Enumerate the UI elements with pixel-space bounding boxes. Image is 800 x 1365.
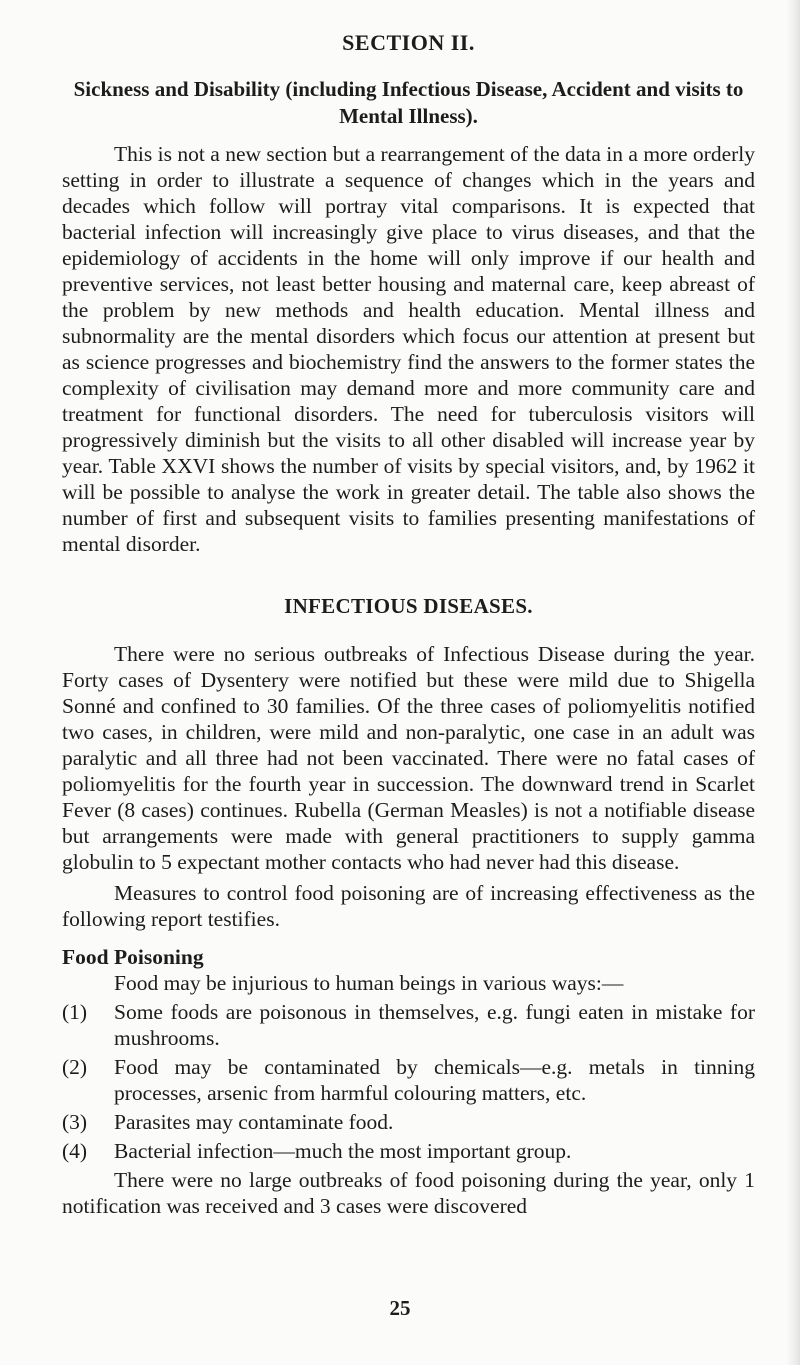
food-poisoning-heading: Food Poisoning xyxy=(62,945,204,969)
list-item xyxy=(62,1054,755,1106)
list-item xyxy=(62,1138,755,1164)
food-poisoning-closing: There were no large outbreaks of food poisoning during the year, only 1 notification was received and 3 cases were discovered xyxy=(62,1168,755,1218)
food-poisoning-intro: Food may be injurious to human beings in various ways:— xyxy=(114,971,624,995)
food-poisoning-list xyxy=(62,999,755,1164)
page-content xyxy=(62,30,755,1219)
list-item-number: (2) xyxy=(62,1055,88,1079)
list-item-number: (4) xyxy=(62,1139,88,1163)
list-item-number: (1) xyxy=(62,1000,88,1024)
intro-paragraph: This is not a new section but a rearrangement of the data in a more orderly setting in order to illustrate a sequence of changes which in the years and decades which follow will portray vital comparisons. It is expected that bacterial infection will increasingly give place to virus diseases, and that the epidemiology of accidents in the home will only improve if our health and preventive services, not least better housing and maternal care, keep abreast of the problem by new methods and health education. Mental illness and subnormality are the mental disorders which focus our attention at present but as science progresses and biochemistry find the answers to the former states the complexity of civilisation may demand more and more community care and treatment for functional disorders. The need for tuberculosis visitors will progressively diminish but the visits to all other disabled will increase year by year. Table XXVI shows the number of visits by special visitors, and, by 1962 it will be possible to analyse the work in greater detail. The table also shows the number of first and subsequent visits to families presenting manifestations of mental disorder. xyxy=(62,142,755,556)
section-subtitle: Sickness and Disability (including Infectious Disease, Accident and visits to Mental Illness). xyxy=(73,77,744,128)
list-item-text: Food may be contaminated by chemicals—e.g. metals in tinning processes, arsenic from harmful colouring matters, etc. xyxy=(114,1055,755,1105)
infectious-paragraph-2: Measures to control food poisoning are of increasing effectiveness as the following report testifies. xyxy=(62,881,755,931)
list-item xyxy=(62,1109,755,1135)
infectious-paragraph-1: There were no serious outbreaks of Infectious Disease during the year. Forty cases of Dysentery were notified but these were mild due to Shigella Sonné and confined to 30 families. Of the three cases of poliomyelitis notified two cases, in children, were mild and non-paralytic, one case in an adult was paralytic and all three had not been vaccinated. There were no fatal cases of poliomyelitis for the fourth year in succession. The downward trend in Scarlet Fever (8 cases) continues. Rubella (German Measles) is not a notifiable disease but arrangements were made with general practitioners to supply gamma globulin to 5 expectant mother contacts who had never had this disease. xyxy=(62,642,755,874)
page-edge-shadow xyxy=(786,0,800,1365)
page-number: 25 xyxy=(389,1296,411,1320)
list-item xyxy=(62,999,755,1051)
list-item-number: (3) xyxy=(62,1110,88,1134)
list-item-text: Bacterial infection—much the most important group. xyxy=(114,1139,572,1163)
list-item-text: Parasites may contaminate food. xyxy=(114,1110,394,1134)
section-title: SECTION II. xyxy=(342,30,475,55)
infectious-diseases-heading: INFECTIOUS DISEASES. xyxy=(284,594,533,618)
list-item-text: Some foods are poisonous in themselves, e.g. fungi eaten in mistake for mushrooms. xyxy=(114,1000,755,1050)
